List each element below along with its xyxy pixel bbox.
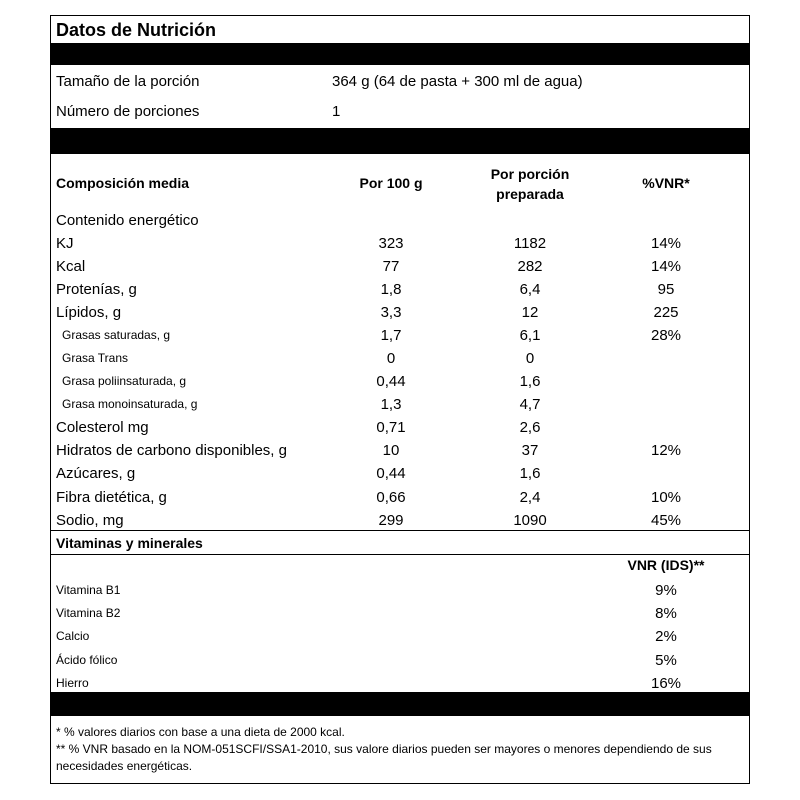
nutrient-per-100g: 10 bbox=[382, 442, 400, 459]
header-per-serving bbox=[465, 164, 595, 204]
nutrient-vnr: 14% bbox=[650, 235, 682, 252]
vitamin-value: 8% bbox=[655, 605, 677, 622]
vitamin-value: 9% bbox=[655, 582, 677, 599]
nutrient-per-serving: 1090 bbox=[513, 512, 547, 529]
nutrient-per-100g: 3,3 bbox=[380, 304, 402, 321]
nutrient-per-serving: 282 bbox=[517, 258, 543, 275]
nutrient-per-serving: 1,6 bbox=[519, 373, 541, 390]
nutrient-label: KJ bbox=[56, 235, 74, 252]
nutrient-per-100g: 1,8 bbox=[380, 281, 402, 298]
header-per-serving-line1: Por porción bbox=[490, 166, 570, 182]
nutrient-per-100g: 323 bbox=[378, 235, 404, 252]
nutrient-label: Colesterol mg bbox=[56, 419, 149, 436]
header-vnr: %VNR* bbox=[642, 175, 690, 191]
nutrient-label: Sodio, mg bbox=[56, 512, 124, 529]
nutrient-per-100g: 1,7 bbox=[380, 327, 402, 344]
nutrient-label: Lípidos, g bbox=[56, 304, 122, 321]
panel-title: Datos de Nutrición bbox=[56, 20, 217, 40]
nutrient-per-100g: 0 bbox=[386, 350, 396, 367]
divider-vitamins-header bbox=[51, 554, 749, 555]
serving-count-label: Número de porciones bbox=[56, 103, 200, 120]
nutrient-label: Grasa monoinsaturada, g bbox=[62, 397, 198, 411]
vitamin-label: Calcio bbox=[56, 629, 90, 643]
divider-vitamins bbox=[51, 530, 749, 531]
header-composition: Composición media bbox=[56, 175, 190, 191]
nutrient-per-100g: 0,44 bbox=[376, 373, 406, 390]
nutrient-vnr: 95 bbox=[657, 281, 675, 298]
nutrient-per-serving: 6,1 bbox=[519, 327, 541, 344]
footnote-1: * % valores diarios con base a una dieta de 2000 kcal. bbox=[56, 725, 345, 739]
nutrient-per-serving: 4,7 bbox=[519, 396, 541, 413]
nutrient-per-serving: 1182 bbox=[513, 235, 547, 252]
footnote-2: ** % VNR basado en la NOM-051SCFI/SSA1-2010, sus valore diarios pueden ser mayores o menores dependiendo de sus necesidades energéticas. bbox=[56, 742, 712, 773]
nutrient-per-serving: 12 bbox=[521, 304, 539, 321]
header-per-100g: Por 100 g bbox=[359, 175, 423, 191]
nutrient-label: Protenías, g bbox=[56, 281, 137, 298]
serving-size-label: Tamaño de la porción bbox=[56, 73, 200, 90]
vitamin-value: 2% bbox=[655, 628, 677, 645]
header-per-serving-line2: preparada bbox=[496, 186, 564, 202]
nutrient-label: Hidratos de carbono disponibles, g bbox=[56, 442, 287, 459]
nutrient-vnr: 28% bbox=[650, 327, 682, 344]
vitamins-vnr-header: VNR (IDS)** bbox=[627, 557, 705, 573]
nutrient-vnr: 45% bbox=[650, 512, 682, 529]
nutrient-label: Kcal bbox=[56, 258, 86, 275]
vitamins-heading: Vitaminas y minerales bbox=[56, 535, 203, 551]
vitamin-label: Vitamina B1 bbox=[56, 583, 121, 597]
nutrient-label: Grasas saturadas, g bbox=[62, 328, 171, 342]
vitamin-value: 5% bbox=[655, 652, 677, 669]
nutrient-per-100g: 0,71 bbox=[376, 419, 406, 436]
nutrient-per-100g: 0,44 bbox=[376, 465, 406, 482]
nutrient-vnr: 10% bbox=[650, 489, 682, 506]
energy-label: Contenido energético bbox=[56, 212, 199, 229]
nutrient-per-serving: 0 bbox=[525, 350, 535, 367]
nutrient-per-serving: 6,4 bbox=[519, 281, 541, 298]
black-band-middle bbox=[51, 128, 749, 154]
vitamin-value: 16% bbox=[650, 675, 682, 692]
vitamin-label: Hierro bbox=[56, 676, 89, 690]
nutrition-facts-panel bbox=[50, 15, 750, 784]
nutrient-per-serving: 2,6 bbox=[519, 419, 541, 436]
nutrient-label: Fibra dietética, g bbox=[56, 489, 167, 506]
serving-count-value: 1 bbox=[332, 103, 341, 120]
nutrient-vnr: 225 bbox=[653, 304, 679, 321]
nutrient-label: Grasa poliinsaturada, g bbox=[62, 374, 187, 388]
black-band-top bbox=[51, 43, 749, 65]
nutrient-vnr: 12% bbox=[650, 442, 682, 459]
nutrient-per-serving: 2,4 bbox=[519, 489, 541, 506]
nutrient-per-100g: 1,3 bbox=[380, 396, 402, 413]
vitamin-label: Ácido fólico bbox=[56, 653, 118, 667]
nutrient-per-serving: 1,6 bbox=[519, 465, 541, 482]
serving-size-value: 364 g (64 de pasta + 300 ml de agua) bbox=[332, 73, 583, 90]
nutrient-per-serving: 37 bbox=[521, 442, 539, 459]
nutrient-label: Grasa Trans bbox=[62, 351, 129, 365]
nutrient-per-100g: 77 bbox=[382, 258, 400, 275]
footnotes bbox=[56, 724, 736, 775]
nutrient-per-100g: 299 bbox=[378, 512, 404, 529]
black-band-bottom bbox=[51, 692, 749, 716]
vitamin-label: Vitamina B2 bbox=[56, 606, 121, 620]
nutrient-per-100g: 0,66 bbox=[376, 489, 406, 506]
nutrient-vnr: 14% bbox=[650, 258, 682, 275]
nutrient-label: Azúcares, g bbox=[56, 465, 136, 482]
